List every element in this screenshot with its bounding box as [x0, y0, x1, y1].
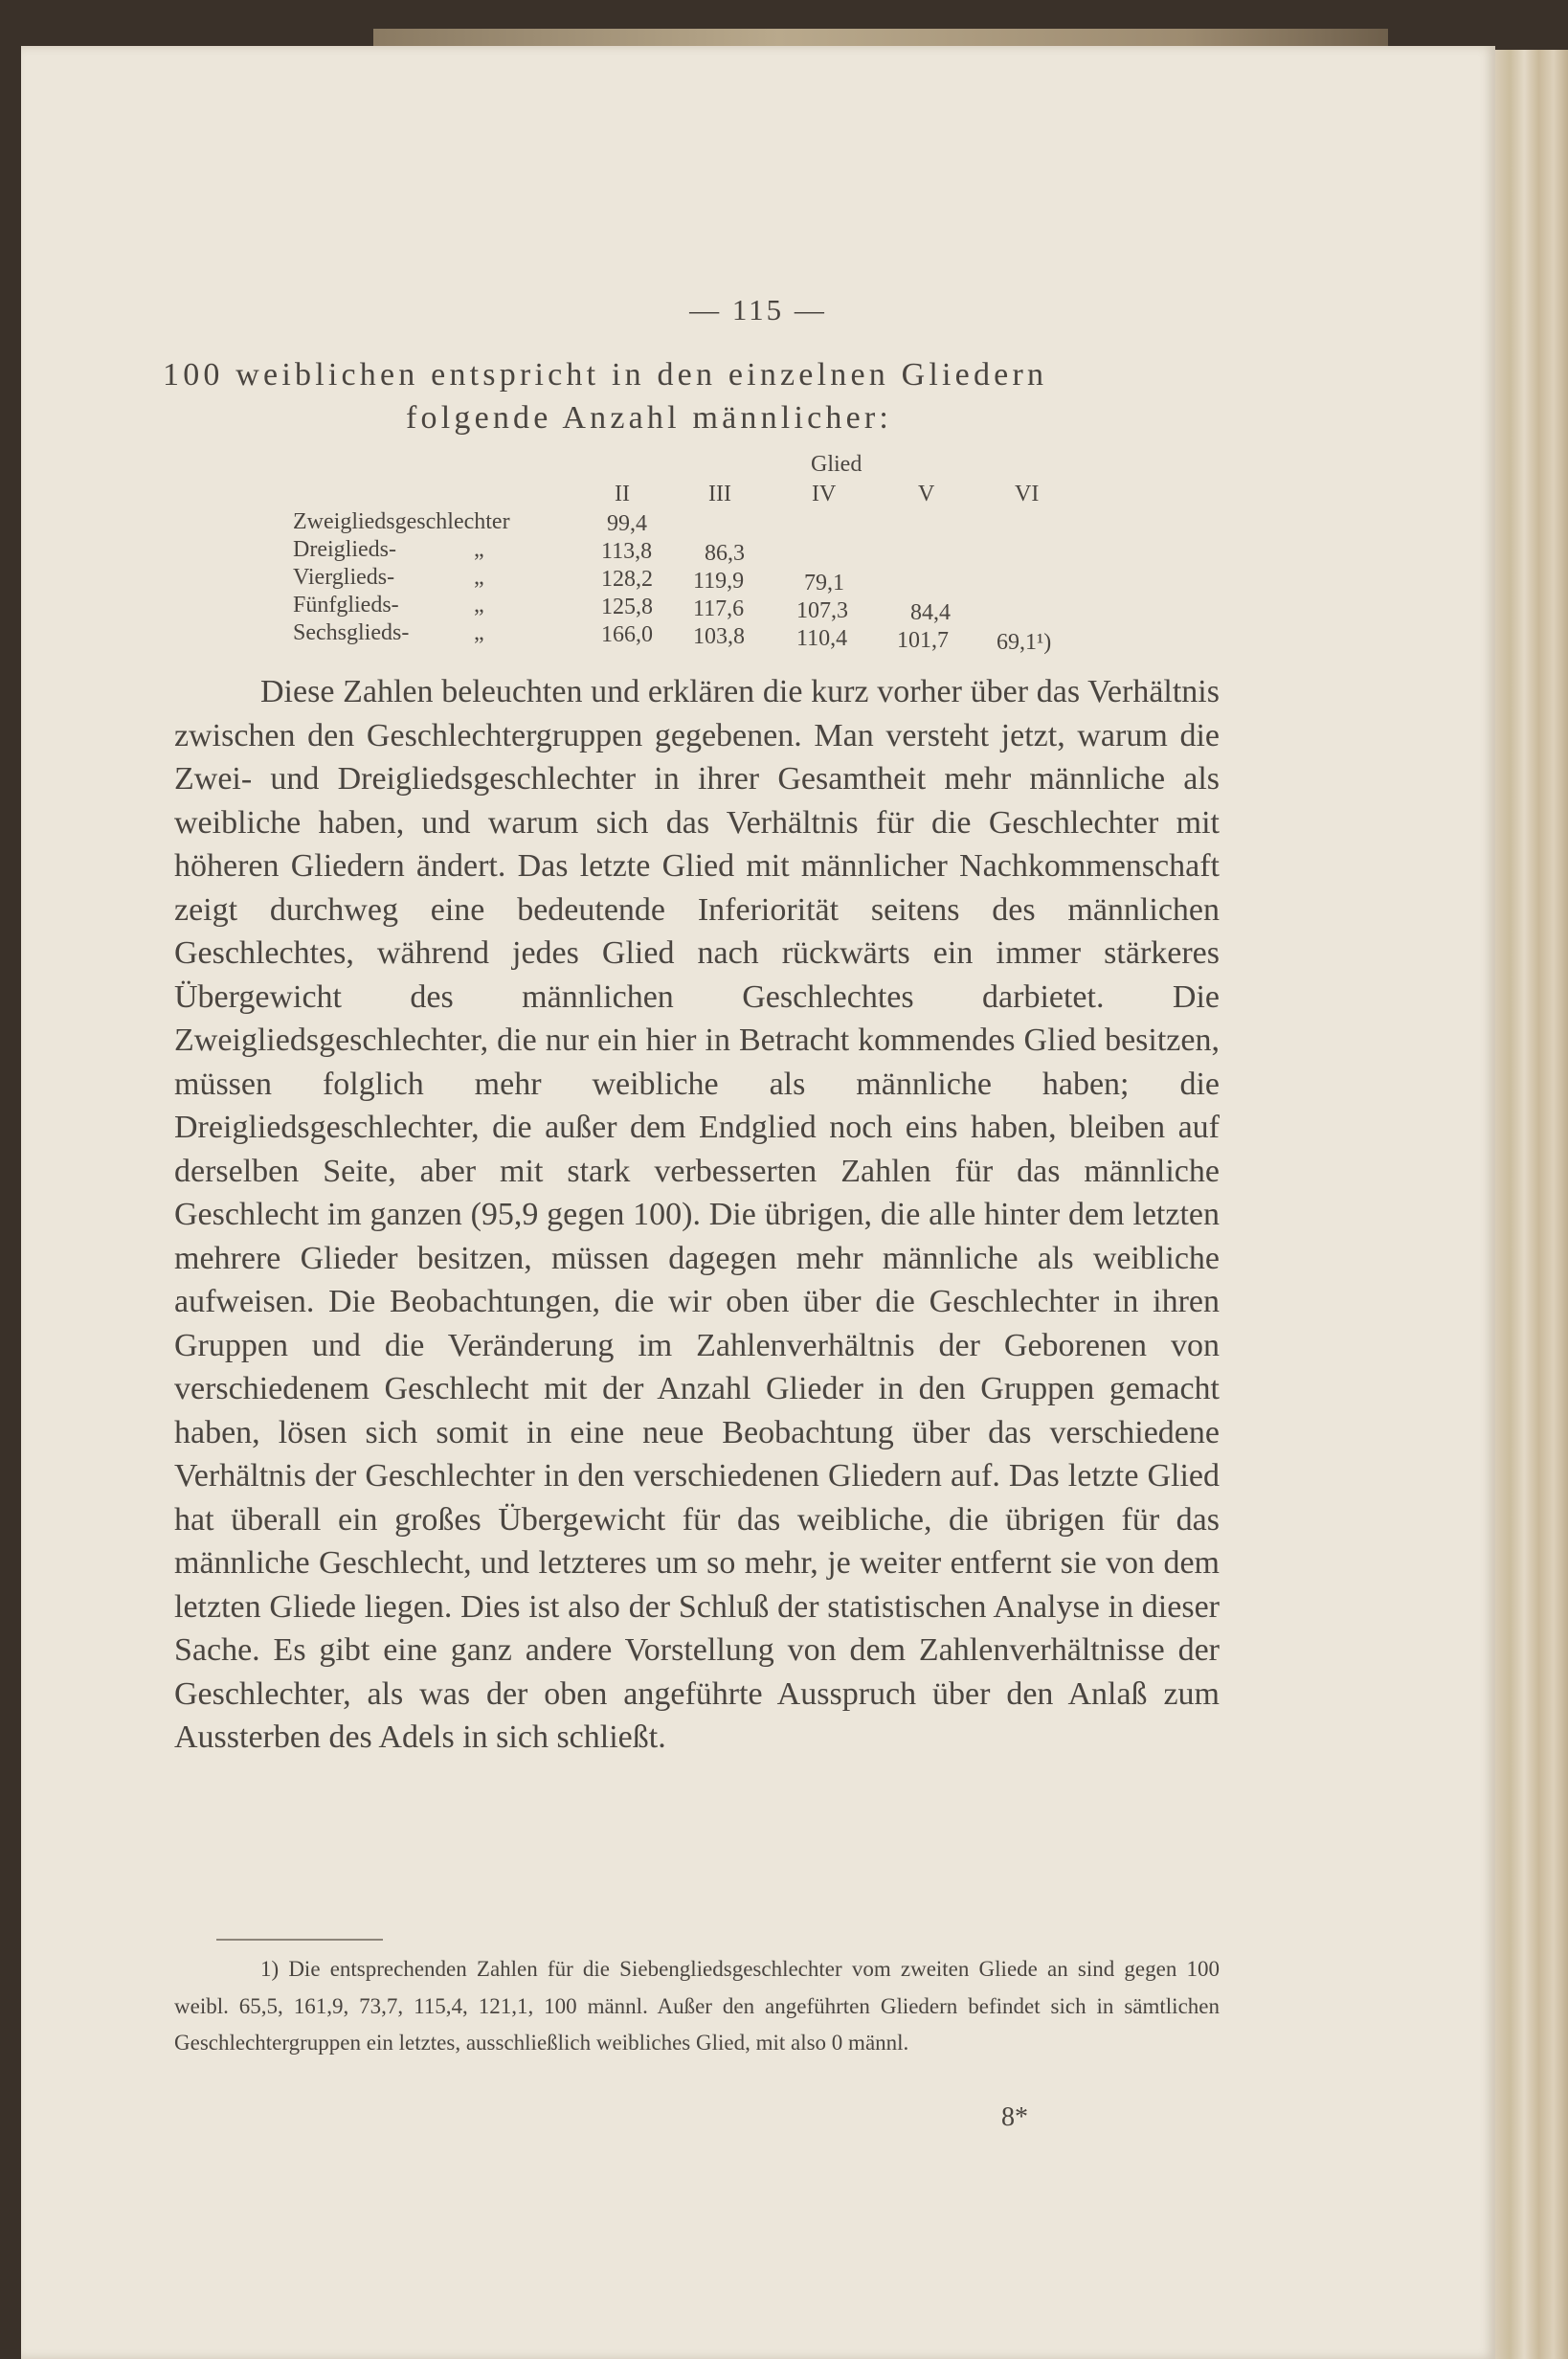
ditto-mark: „: [474, 620, 484, 645]
table-cell: 166,0: [601, 622, 653, 647]
body-text: Diese Zahlen beleuchten und erklären die kurz vorher über das Verhältnis zwischen den Geschlechtergruppen gegebenen. Man versteht jetzt, warum die Zwei- und Dreigliedsgeschlechter in ihrer Gesamtheit mehr männliche als weibliche haben, und warum sich das Verhältnis für die Geschlechter mit höheren Gliedern ändert. Das letzte Glied mit männlicher Nachkommenschaft zeigt durchweg eine bedeutende Inferiorität seitens des männlichen Geschlechtes, während jedes Glied nach rückwärts ein immer stärkeres Übergewicht des männlichen Geschlechtes darbietet. Die Zweigliedsgeschlechter, die nur ein hier in Betracht kommendes Glied besitzen, müssen folglich mehr weibliche als männliche haben; die Dreigliedsgeschlechter, die außer dem Endglied noch eins haben, bleiben auf derselben Seite, aber mit stark verbesserten Zahlen für das männliche Geschlecht im ganzen (95,9 gegen 100). Die übrigen, die alle hinter dem letzten mehrere Glieder besitzen, müssen dagegen mehr männliche als weibliche aufweisen. Die Beobachtungen, die wir oben über die Geschlechter in ihren Gruppen und die Veränderung im Zahlenverhältnis der Geborenen von verschiedenem Geschlecht mit der Anzahl Glieder in den Gruppen gemacht haben, lösen sich somit in eine neue Beobachtung über das verschiedene Verhältnis der Geschlechter in den verschiedenen Gliedern auf. Das letzte Glied hat überall ein großes Übergewicht für das weibliche, die übrigen für das männliche Geschlecht, und letzteres um so mehr, je weiter entfernt sie von dem letzten Gliede liegen. Dies ist also der Schluß der statistischen Analyse in dieser Sache. Es gibt eine ganz andere Vorstellung von dem Zahlenverhältnisse der Geschlechter, als was der oben angeführte Ausspruch über den Anlaß zum Aussterben des Adels in sich schließt.: [174, 674, 1220, 1755]
intro-line-1: 100 weiblichen entspricht in den einzelnen Gliedern: [163, 357, 1048, 393]
table-cell: 101,7: [897, 628, 949, 653]
page-number: — 115 —: [689, 293, 827, 326]
row-label: Sechsglieds-: [293, 620, 410, 645]
ditto-mark: „: [474, 537, 484, 562]
column-header: IV: [812, 482, 837, 506]
table-cell: 119,9: [693, 569, 745, 594]
row-label: Vierglieds-: [293, 565, 395, 590]
table-cell: 103,8: [693, 624, 745, 649]
body-paragraph: [174, 670, 1220, 1760]
table-cell: 79,1: [804, 571, 844, 595]
table-cell: 128,2: [601, 567, 653, 592]
ditto-mark: „: [474, 593, 484, 618]
table-cell: 84,4: [910, 600, 951, 625]
row-label: Fünfglieds-: [293, 593, 399, 618]
row-label: Zweigliedsgeschlechter: [293, 509, 510, 534]
column-header: III: [708, 482, 731, 506]
column-header: II: [615, 482, 630, 506]
table-group-label: Glied: [811, 452, 862, 477]
table-cell: 125,8: [601, 595, 653, 619]
ditto-mark: „: [474, 565, 484, 590]
column-header: V: [918, 482, 935, 506]
table-cell: 117,6: [693, 596, 745, 621]
table-cell: 69,1¹): [997, 630, 1052, 655]
table-cell: 99,4: [607, 511, 647, 536]
footnote: [174, 1951, 1220, 2062]
book-page: [21, 46, 1495, 2359]
footnote-text: 1) Die entsprechenden Zahlen für die Siebengliedsgeschlechter vom zweiten Gliede an sind gegen 100 weibl. 65,5, 161,9, 73,7, 115,4, 121,1, 100 männl. Außer den angeführten Gliedern befindet sich in sämtlichen Geschlechtergruppen ein letztes, ausschließlich weibliches Glied, mit also 0 männl.: [174, 1957, 1220, 2055]
footnote-rule: [216, 1939, 383, 1941]
table-cell: 107,3: [796, 598, 848, 623]
column-header: VI: [1015, 482, 1040, 506]
signature-mark: 8*: [1001, 2102, 1028, 2132]
intro-line-2: folgende Anzahl männlicher:: [406, 400, 893, 436]
table-cell: 113,8: [601, 539, 653, 564]
table-cell: 86,3: [705, 541, 745, 566]
row-label: Dreiglieds-: [293, 537, 396, 562]
page-stack-edge: [1495, 50, 1568, 2359]
table-cell: 110,4: [796, 626, 848, 651]
